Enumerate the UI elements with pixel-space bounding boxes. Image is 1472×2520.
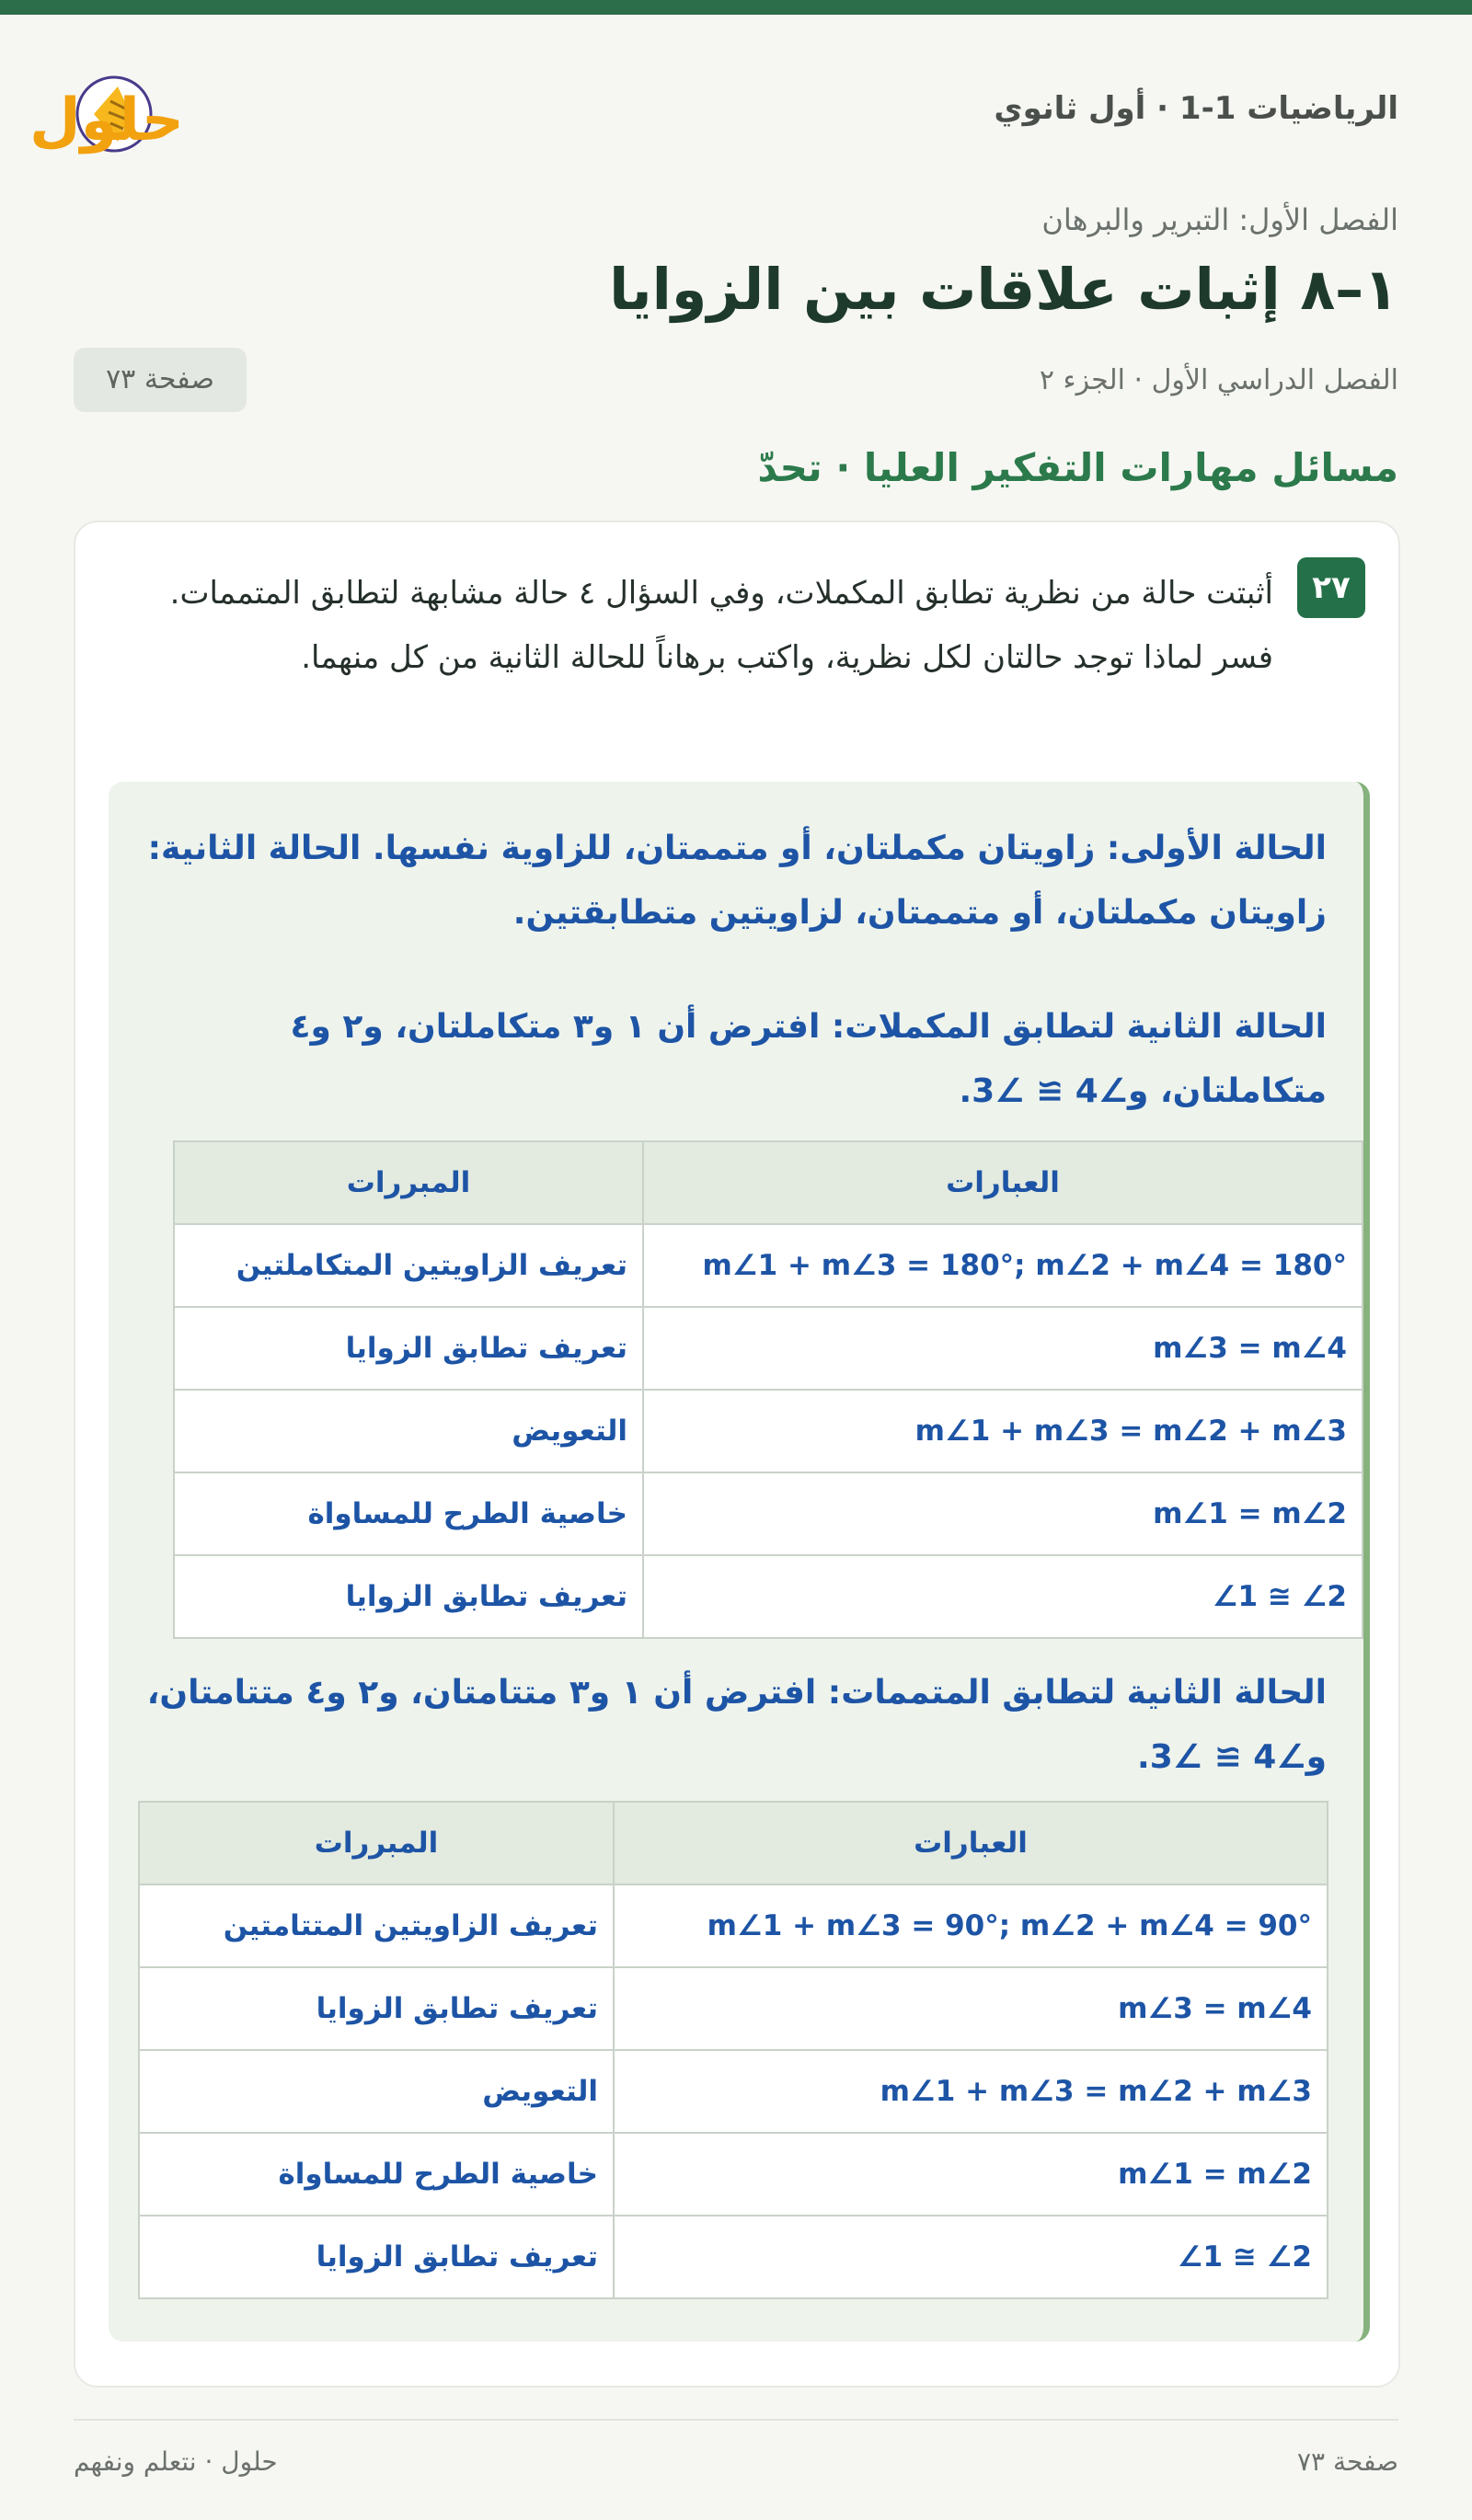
course-title: الرياضيات 1-1 · أول ثانوي [994,90,1398,127]
complements-proof-table [138,1801,1328,2299]
footer-divider [74,2419,1398,2421]
statement-cell: m∠1 = m∠2 [643,1472,1363,1555]
table-row [174,1224,1363,1307]
reason-cell: تعريف الزاويتين المتكاملتين [174,1224,643,1307]
reason-cell: خاصية الطرح للمساواة [139,2133,614,2216]
page-header [29,64,1398,166]
statement-cell: ∠1 ≅ ∠2 [643,1555,1363,1638]
top-accent-bar [0,0,1472,15]
section-heading: مسائل مهارات التفكير العليا · تحدّ [757,445,1398,490]
footer-brand: حلول · نتعلم ونفهم [74,2446,278,2477]
page-badge: صفحة ٧٣ [74,348,247,412]
reason-cell: التعويض [174,1390,643,1472]
footer-page-number: صفحة ٧٣ [1296,2446,1398,2477]
statement-cell: m∠1 + m∠3 = m∠2 + m∠3 [614,2050,1328,2133]
table-row [139,1884,1328,1967]
reason-cell: تعريف تطابق الزوايا [139,1967,614,2050]
table-row [174,1555,1363,1638]
question-card [74,521,1400,2388]
reason-cell: تعريف تطابق الزوايا [174,1555,643,1638]
table-row [174,1307,1363,1390]
svg-text:حلول: حلول [29,86,184,155]
table-row [174,1472,1363,1555]
answer-complements-case: الحالة الثانية لتطابق المتممات: افترض أن ١ و٣ متتامتان، و٢ و٤ متتامتان، و∠4 ≅ ∠3. [146,1674,1327,1776]
table-row [139,2216,1328,2298]
column-header-reasons: المبررات [174,1141,643,1224]
lesson-title: ١–٨ إثبات علاقات بين الزوايا [609,256,1398,323]
supplements-proof-table [173,1140,1363,1639]
statement-cell: m∠3 = m∠4 [643,1307,1363,1390]
answer-case-explanation: الحالة الأولى: زاويتان مكملتان، أو متممتان، للزاوية نفسها. الحالة الثانية: زاويتان مكملتان، أو متممتان، لزاويتين متطابقتين. [147,830,1327,932]
answer-supplements-case: الحالة الثانية لتطابق المكملات: افترض أن ١ و٣ متكاملتان، و٢ و٤ متكاملتان، و∠4 ≅ ∠3. [290,1008,1327,1110]
reason-cell: تعريف تطابق الزوايا [174,1307,643,1390]
reason-cell: التعويض [139,2050,614,2133]
chapter-label: الفصل الأول: التبرير والبرهان [1041,202,1398,237]
column-header-statements: العبارات [614,1802,1328,1884]
table-header-row [174,1141,1363,1224]
answer-box [109,782,1370,2342]
table-row [139,2050,1328,2133]
question-number: ٢٧ [1297,557,1365,618]
table-row [174,1390,1363,1472]
statement-cell: m∠1 + m∠3 = m∠2 + m∠3 [643,1390,1363,1472]
table-header-row [139,1802,1328,1884]
semester-label: الفصل الدراسي الأول · الجزء ٢ [1039,364,1398,396]
statement-cell: m∠3 = m∠4 [614,1967,1328,2050]
question-text: أثبتت حالة من نظرية تطابق المكملات، وفي السؤال ٤ حالة مشابهة لتطابق المتممات. فسر لماذا توجد حالتان لكل نظرية، واكتب برهاناً للحالة الثانية من كل منهما. [169,575,1273,676]
statement-cell: m∠1 + m∠3 = 90°; m∠2 + m∠4 = 90° [614,1884,1328,1967]
table-row [139,2133,1328,2216]
statement-cell: ∠1 ≅ ∠2 [614,2216,1328,2298]
reason-cell: تعريف تطابق الزوايا [139,2216,614,2298]
statement-cell: m∠1 + m∠3 = 180°; m∠2 + m∠4 = 180° [643,1224,1363,1307]
reason-cell: تعريف الزاويتين المتتامتين [139,1884,614,1967]
column-header-reasons: المبررات [139,1802,614,1884]
reason-cell: خاصية الطرح للمساواة [174,1472,643,1555]
hulul-logo[interactable] [29,64,350,166]
column-header-statements: العبارات [643,1141,1363,1224]
statement-cell: m∠1 = m∠2 [614,2133,1328,2216]
table-row [139,1967,1328,2050]
